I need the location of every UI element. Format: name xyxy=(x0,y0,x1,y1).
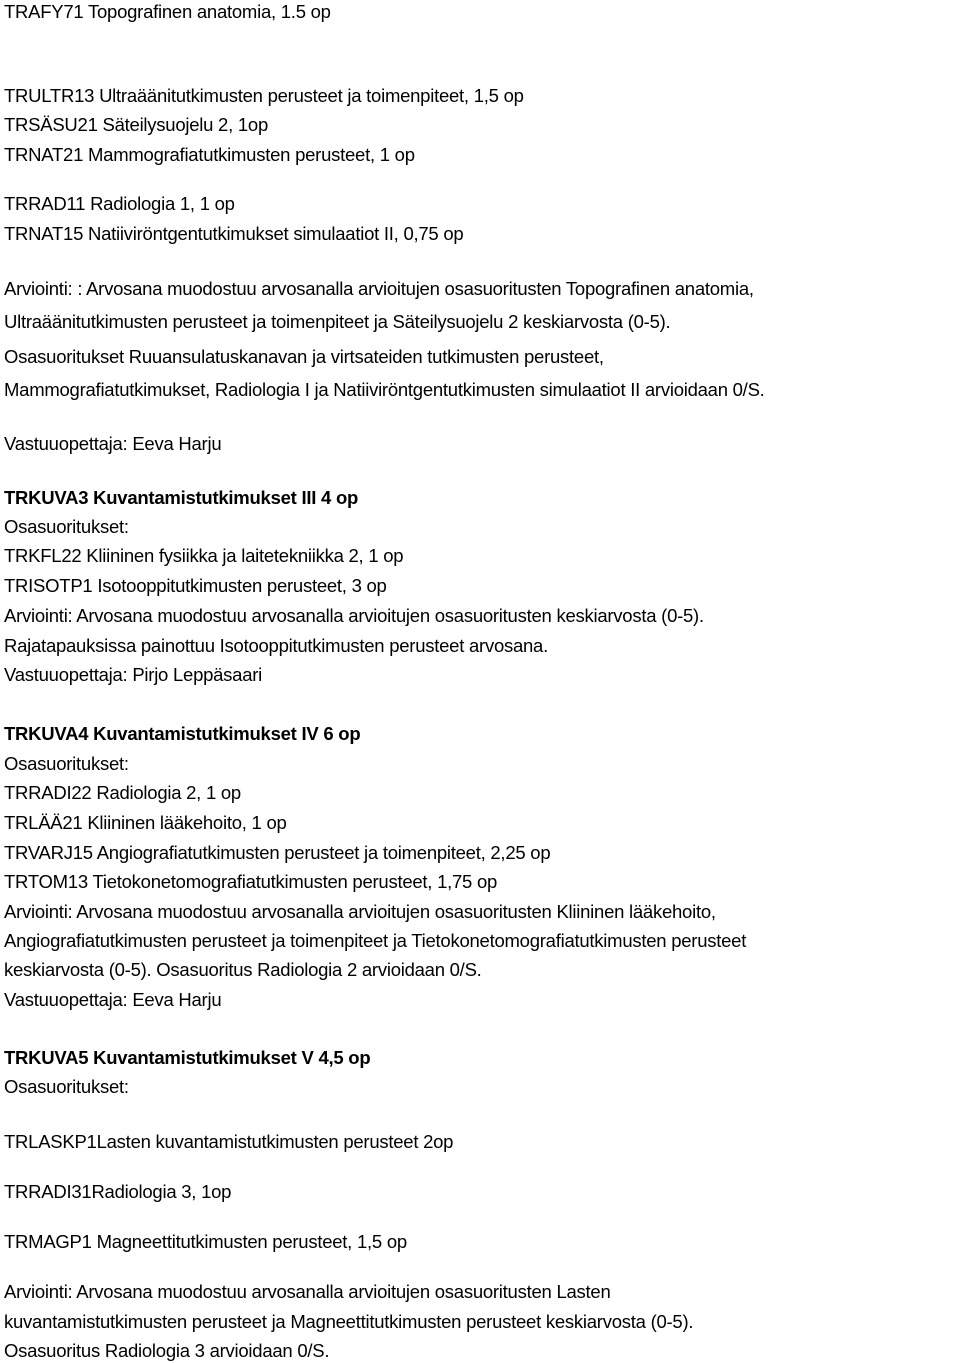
assessment-text: Arviointi: Arvosana muodostuu arvosanalla arvioitujen osasuoritusten keskiarvosta (0-5). xyxy=(4,605,704,626)
course-line-trrad11: TRRAD11 Radiologia 1, 1 op xyxy=(4,193,235,214)
section-heading-trkuva4: TRKUVA4 Kuvantamistutkimukset IV 6 op xyxy=(4,723,361,744)
course-line-trnat15: TRNAT15 Natiiviröntgentutkimukset simulaatiot II, 0,75 op xyxy=(4,223,464,244)
subsection-label: Osasuoritukset: xyxy=(4,1076,129,1097)
assessment-text: keskiarvosta (0-5). Osasuoritus Radiologia 2 arvioidaan 0/S. xyxy=(4,959,482,980)
assessment-text: Arviointi: Arvosana muodostuu arvosanalla arvioitujen osasuoritusten Lasten xyxy=(4,1281,611,1302)
section-heading-trkuva5: TRKUVA5 Kuvantamistutkimukset V 4,5 op xyxy=(4,1047,371,1068)
subsection-label: Osasuoritukset: xyxy=(4,516,129,537)
course-line-trafy71: TRAFY71 Topografinen anatomia, 1.5 op xyxy=(4,1,331,22)
course-line-trlaa21: TRLÄÄ21 Kliininen lääkehoito, 1 op xyxy=(4,812,287,833)
course-line-trnat21: TRNAT21 Mammografiatutkimusten perusteet, 1 op xyxy=(4,144,415,165)
subsection-label: Osasuoritukset: xyxy=(4,753,129,774)
course-line-trlaskp1: TRLASKP1Lasten kuvantamistutkimusten perusteet 2op xyxy=(4,1131,454,1152)
assessment-text: Mammografiatutkimukset, Radiologia I ja Natiiviröntgentutkimusten simulaatiot II arvioidaan 0/S. xyxy=(4,379,765,400)
course-line-trradi31: TRRADI31Radiologia 3, 1op xyxy=(4,1181,232,1202)
responsible-teacher: Vastuuopettaja: Eeva Harju xyxy=(4,433,222,454)
assessment-text: Osasuoritukset Ruuansulatuskanavan ja virtsateiden tutkimusten perusteet, xyxy=(4,346,604,367)
course-line-trradi22: TRRADI22 Radiologia 2, 1 op xyxy=(4,782,241,803)
assessment-text: Rajatapauksissa painottuu Isotooppitutkimusten perusteet arvosana. xyxy=(4,635,548,656)
course-line-trmagp1: TRMAGP1 Magneettitutkimusten perusteet, 1,5 op xyxy=(4,1231,407,1252)
assessment-text: Osasuoritus Radiologia 3 arvioidaan 0/S. xyxy=(4,1340,330,1361)
course-line-trsasu21: TRSÄSU21 Säteilysuojelu 2, 1op xyxy=(4,114,268,135)
assessment-text: Ultraäänitutkimusten perusteet ja toimenpiteet ja Säteilysuojelu 2 keskiarvosta (0-5). xyxy=(4,311,671,332)
assessment-text: Arviointi: Arvosana muodostuu arvosanalla arvioitujen osasuoritusten Kliininen lääkehoito, xyxy=(4,901,716,922)
course-line-trtom13: TRTOM13 Tietokonetomografiatutkimusten perusteet, 1,75 op xyxy=(4,871,498,892)
course-line-trisotp1: TRISOTP1 Isotooppitutkimusten perusteet, 3 op xyxy=(4,575,387,596)
section-heading-trkuva3: TRKUVA3 Kuvantamistutkimukset III 4 op xyxy=(4,487,359,508)
responsible-teacher: Vastuuopettaja: Eeva Harju xyxy=(4,989,222,1010)
course-line-trkfl22: TRKFL22 Kliininen fysiikka ja laitetekniikka 2, 1 op xyxy=(4,545,404,566)
assessment-text: kuvantamistutkimusten perusteet ja Magneettitutkimusten perusteet keskiarvosta (0-5). xyxy=(4,1311,694,1332)
assessment-text: Arviointi: : Arvosana muodostuu arvosanalla arvioitujen osasuoritusten Topografinen anatomia, xyxy=(4,278,754,299)
responsible-teacher: Vastuuopettaja: Pirjo Leppäsaari xyxy=(4,664,263,685)
course-line-trvarj15: TRVARJ15 Angiografiatutkimusten perusteet ja toimenpiteet, 2,25 op xyxy=(4,842,551,863)
course-line-trultr13: TRULTR13 Ultraäänitutkimusten perusteet ja toimenpiteet, 1,5 op xyxy=(4,85,524,106)
assessment-text: Angiografiatutkimusten perusteet ja toimenpiteet ja Tietokonetomografiatutkimusten perusteet xyxy=(4,930,747,951)
